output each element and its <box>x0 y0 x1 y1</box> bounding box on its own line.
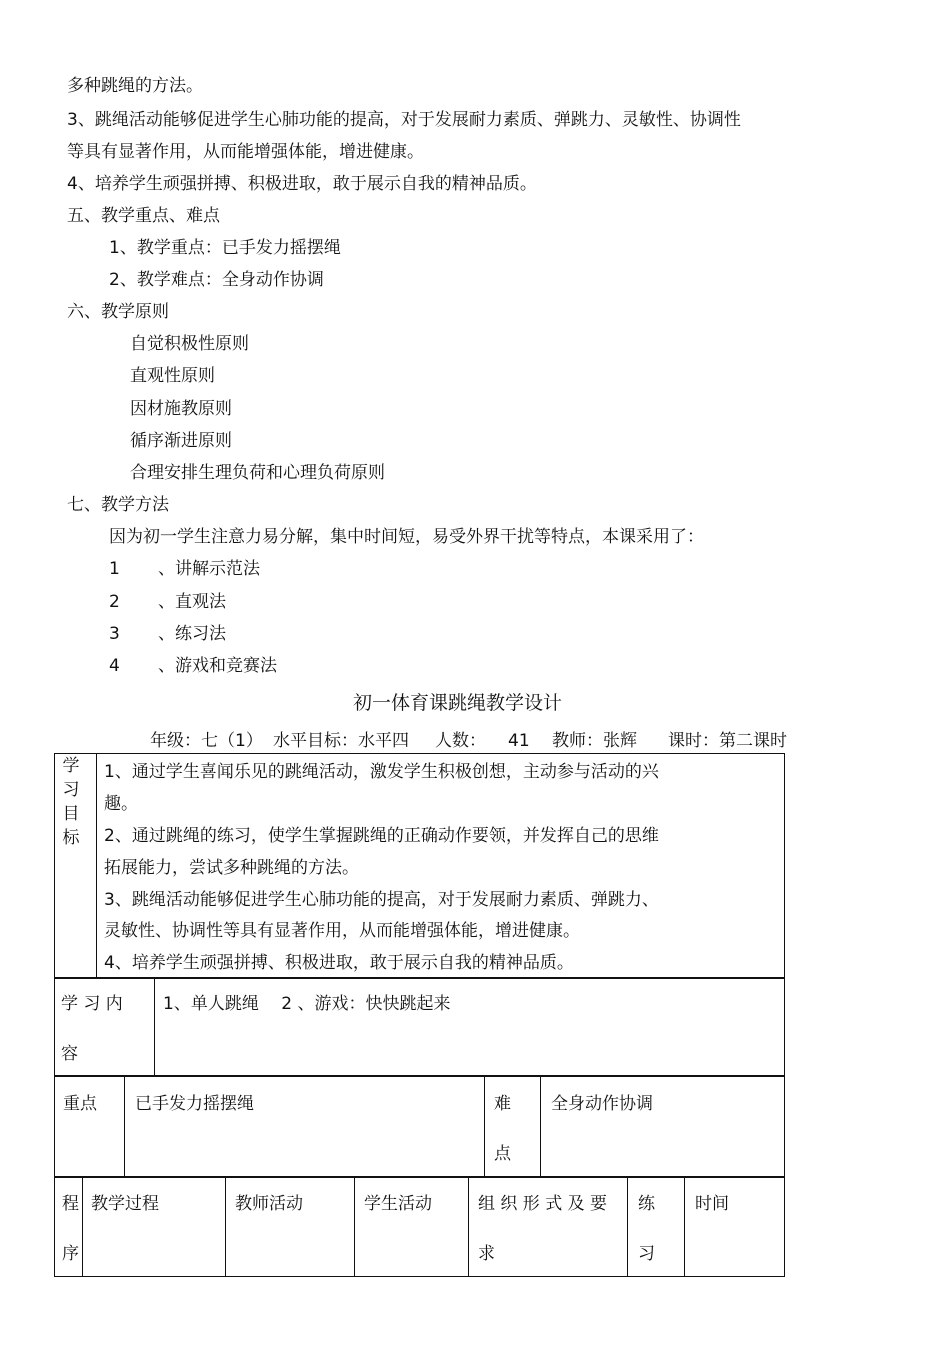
difficulty-label: 难 <box>494 1094 511 1114</box>
method-number: 3 <box>109 624 120 644</box>
meta-count: 41 <box>508 731 530 751</box>
process-header-table <box>54 1177 785 1277</box>
principle-item: 自觉积极性原则 <box>130 334 249 354</box>
goal-line: 2、通过跳绳的练习，使学生掌握跳绳的正确动作要领，并发挥自己的思维 <box>104 826 659 846</box>
section-5-heading: 五、教学重点、难点 <box>67 206 220 226</box>
goal-line: 趣。 <box>104 794 138 814</box>
content-label: 学 习 内 <box>61 994 123 1014</box>
difficulty-label-cont: 点 <box>494 1144 511 1164</box>
intro-item-3-line-2: 等具有显著作用，从而能增强体能，增进健康。 <box>67 142 424 162</box>
header-student-activity: 学生活动 <box>364 1194 432 1214</box>
principle-item: 因材施教原则 <box>130 399 232 419</box>
content-text: 1、单人跳绳 2 、游戏：快快跳起来 <box>163 994 451 1014</box>
header-divider <box>225 1177 226 1277</box>
content-divider <box>154 978 155 1076</box>
goals-divider <box>96 753 97 978</box>
goals-label-char: 学 <box>62 756 80 776</box>
method-text: 、讲解示范法 <box>158 559 260 579</box>
focus-label: 重点 <box>63 1094 97 1114</box>
principle-item: 直观性原则 <box>130 366 215 386</box>
goals-label-char: 习 <box>62 780 80 800</box>
method-number: 2 <box>109 592 120 612</box>
method-number: 1 <box>109 559 120 579</box>
goals-label-char: 目 <box>62 804 80 824</box>
meta-level: 水平目标：水平四 <box>273 731 409 751</box>
method-text: 、练习法 <box>158 624 226 644</box>
intro-line-continuation: 多种跳绳的方法。 <box>67 76 203 96</box>
focus-divider-3 <box>540 1076 541 1177</box>
goal-line: 4、培养学生顽强拼搏、积极进取，敢于展示自我的精神品质。 <box>104 953 574 973</box>
goal-line: 1、通过学生喜闻乐见的跳绳活动，激发学生积极创想，主动参与活动的兴 <box>104 762 659 782</box>
teaching-focus: 1、教学重点：已手发力摇摆绳 <box>109 238 341 258</box>
header-divider <box>627 1177 628 1277</box>
focus-divider-2 <box>484 1076 485 1177</box>
section-7-heading: 七、教学方法 <box>67 495 169 515</box>
meta-count-label: 人数： <box>435 731 486 751</box>
meta-teacher: 教师：张辉 <box>552 731 637 751</box>
teaching-difficulty: 2、教学难点：全身动作协调 <box>109 270 324 290</box>
header-divider <box>468 1177 469 1277</box>
header-divider <box>684 1177 685 1277</box>
goal-line: 拓展能力，尝试多种跳绳的方法。 <box>104 858 359 878</box>
principle-item: 合理安排生理负荷和心理负荷原则 <box>130 463 385 483</box>
focus-divider-1 <box>124 1076 125 1177</box>
header-practice: 练 <box>638 1194 655 1214</box>
method-number: 4 <box>109 656 120 676</box>
header-divider <box>82 1177 83 1277</box>
section-6-heading: 六、教学原则 <box>67 302 169 322</box>
header-process: 教学过程 <box>91 1194 159 1214</box>
goals-label-char: 标 <box>62 828 80 848</box>
focus-text: 已手发力摇摆绳 <box>135 1094 254 1114</box>
header-practice-cont: 习 <box>638 1244 655 1264</box>
method-text: 、游戏和竞赛法 <box>158 656 277 676</box>
header-time: 时间 <box>695 1194 729 1214</box>
meta-period: 课时：第二课时 <box>668 731 787 751</box>
goal-line: 3、跳绳活动能够促进学生心肺功能的提高，对于发展耐力素质、弹跳力、 <box>104 890 659 910</box>
difficulty-text: 全身动作协调 <box>551 1094 653 1114</box>
principle-item: 循序渐进原则 <box>130 431 232 451</box>
header-teacher-activity: 教师活动 <box>235 1194 303 1214</box>
plan-title: 初一体育课跳绳教学设计 <box>353 692 563 714</box>
header-order-cont: 序 <box>62 1244 79 1264</box>
content-label-cont: 容 <box>61 1044 78 1064</box>
intro-item-3-line-1: 3、跳绳活动能够促进学生心肺功能的提高，对于发展耐力素质、弹跳力、灵敏性、协调性 <box>67 110 741 130</box>
goal-line: 灵敏性、协调性等具有显著作用，从而能增强体能，增进健康。 <box>104 921 580 941</box>
intro-item-4: 4、培养学生顽强拼搏、积极进取，敢于展示自我的精神品质。 <box>67 174 537 194</box>
header-order: 程 <box>62 1194 79 1214</box>
header-organization-cont: 求 <box>478 1244 495 1264</box>
meta-grade: 年级：七（1） <box>150 731 263 751</box>
focus-table <box>54 1076 785 1177</box>
header-divider <box>354 1177 355 1277</box>
header-organization: 组 织 形 式 及 要 <box>478 1194 608 1214</box>
method-text: 、直观法 <box>158 592 226 612</box>
methods-intro: 因为初一学生注意力易分解，集中时间短，易受外界干扰等特点，本课采用了： <box>109 527 704 547</box>
